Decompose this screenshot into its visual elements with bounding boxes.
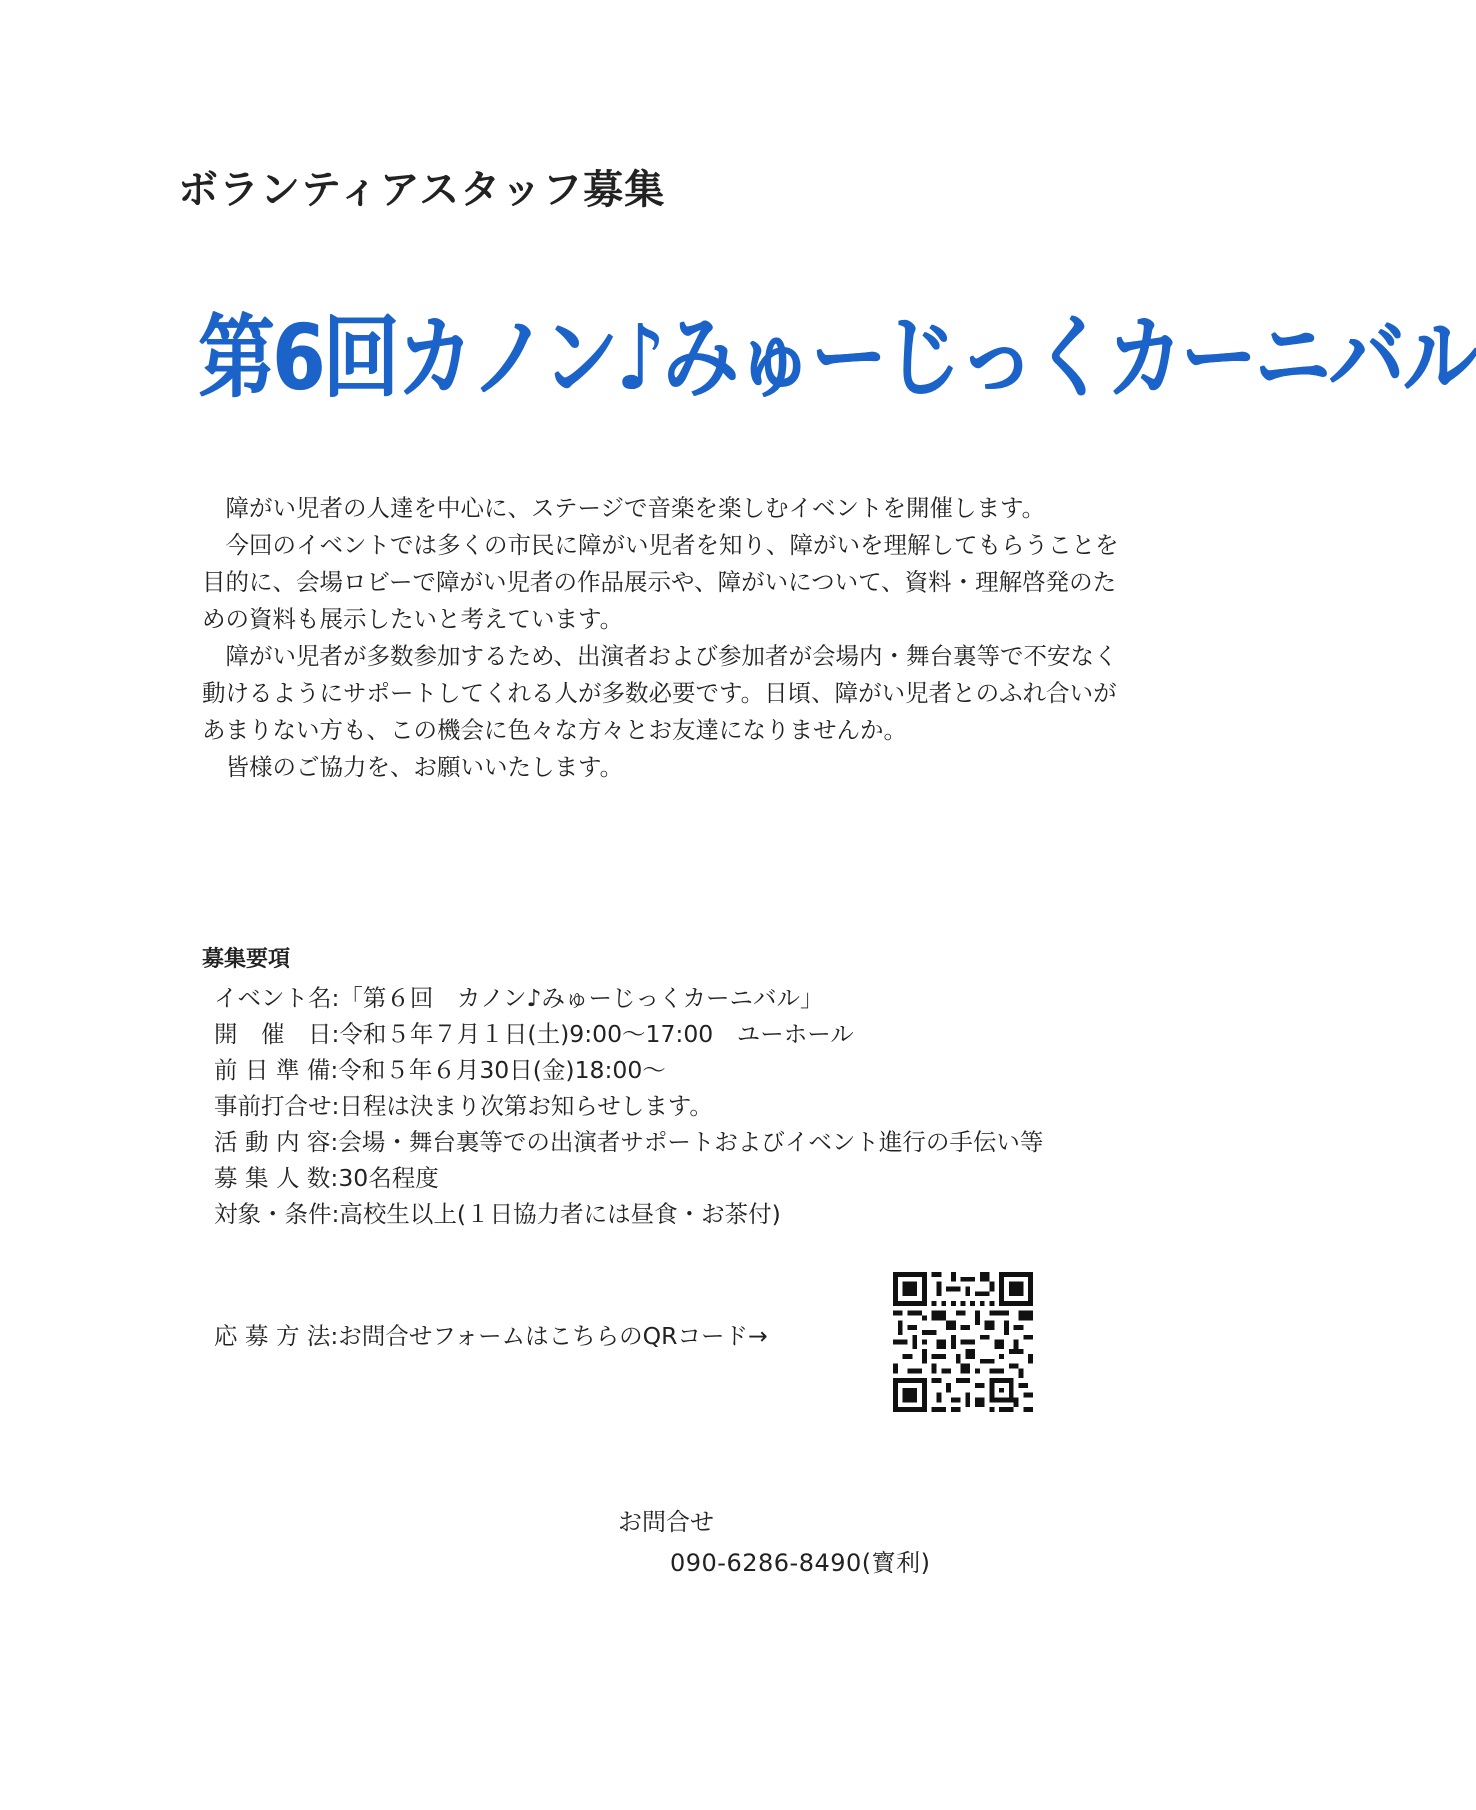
requirements-heading: 募集要項 xyxy=(202,947,291,972)
qr-code-icon[interactable] xyxy=(893,1272,1033,1412)
requirement-label: 事前打合せ xyxy=(214,1092,332,1120)
qr-finder-bottom-left-icon xyxy=(893,1378,927,1412)
requirement-meeting: 事前打合せ:日程は決まり次第お知らせします。 xyxy=(214,1088,1043,1124)
requirement-date: 開 催 日:令和５年７月１日(土)9:00～17:00 ユーホール xyxy=(214,1016,1043,1052)
requirement-headcount: 募 集 人 数:30名程度 xyxy=(214,1160,1043,1196)
requirement-value: 日程は決まり次第お知らせします。 xyxy=(339,1092,713,1120)
requirement-value: 「第６回 カノン♪みゅーじっくカーニバル」 xyxy=(339,984,824,1012)
qr-finder-top-left-icon xyxy=(893,1272,927,1306)
requirement-eligibility: 対象・条件:高校生以上(１日協力者には昼食・お茶付) xyxy=(214,1196,1043,1232)
requirement-label: 対象・条件 xyxy=(214,1200,332,1228)
requirement-label: 募 集 人 数 xyxy=(214,1164,331,1192)
contact-label: お問合せ xyxy=(618,1508,714,1536)
intro-paragraph: 障がい児者が多数参加するため、出演者および参加者が会場内・舞台裏等で不安なく動けるようにサポートしてくれる人が多数必要です。日頃、障がい児者とのふれ合いがあまりない方も、この機会に色々な方々とお友達になりませんか。 xyxy=(202,642,1118,744)
intro-paragraph: 皆様のご協力を、お願いいたします。 xyxy=(225,753,624,781)
contact-phone: 090-6286-8490(寳利) xyxy=(670,1549,931,1577)
requirement-activities: 活 動 内 容:会場・舞台裏等での出演者サポートおよびイベント進行の手伝い等 xyxy=(214,1124,1043,1160)
requirement-value: 30名程度 xyxy=(338,1164,439,1192)
requirement-value: 令和５年６月30日(金)18:00～ xyxy=(338,1056,666,1084)
intro-paragraph: 今回のイベントでは多くの市民に障がい児者を知り、障がいを理解してもらうことを目的に、会場ロビーで障がい児者の作品展示や、障がいについて、資料・理解啓発のための資料も展示したいと考えています。 xyxy=(202,531,1119,633)
requirement-label: 活 動 内 容 xyxy=(214,1128,331,1156)
recruitment-heading: ボランティアスタッフ募集 xyxy=(178,167,666,213)
requirement-label: 開 催 日 xyxy=(214,1020,332,1048)
requirement-value: 会場・舞台裏等での出演者サポートおよびイベント進行の手伝い等 xyxy=(338,1128,1044,1156)
intro-text xyxy=(202,490,1132,786)
qr-finder-top-right-icon xyxy=(999,1272,1033,1306)
requirement-label: 前 日 準 備 xyxy=(214,1056,331,1084)
event-title: 第6回カノン♪みゅーじっくカーニバル xyxy=(198,304,1476,410)
requirement-label: 応 募 方 法 xyxy=(214,1322,331,1350)
requirement-preparation: 前 日 準 備:令和５年６月30日(金)18:00～ xyxy=(214,1052,1043,1088)
requirement-value: 高校生以上(１日協力者には昼食・お茶付) xyxy=(339,1200,781,1228)
requirement-label: イベント名 xyxy=(214,984,332,1012)
requirement-value: お問合せフォームはこちらのQRコード→ xyxy=(338,1322,768,1350)
requirement-value: 令和５年７月１日(土)9:00～17:00 ユーホール xyxy=(339,1020,854,1048)
requirements-list xyxy=(214,980,1043,1232)
application-method: 応 募 方 法:お問合せフォームはこちらのQRコード→ xyxy=(214,1318,768,1354)
requirement-event-name: イベント名:「第６回 カノン♪みゅーじっくカーニバル」 xyxy=(214,980,1043,1016)
intro-paragraph: 障がい児者の人達を中心に、ステージで音楽を楽しむイベントを開催します。 xyxy=(225,494,1046,522)
